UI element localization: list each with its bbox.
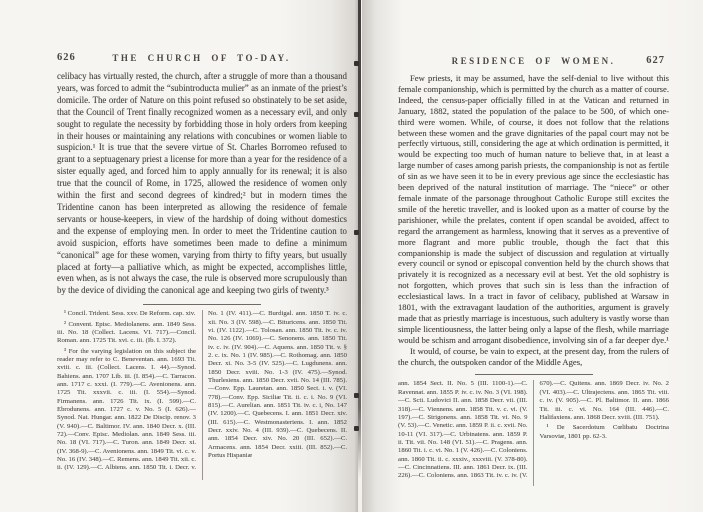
footnote: ² Convent. Episc. Mediolanens. ann. 1849 Sess. iii. No. 18 (Collect. Lacens. VI. 717).—Concil. Roman. ann. 1725 Tit. xvi. c. iii. (Ib. I. 372). — [57, 320, 196, 345]
footnote-rule — [143, 304, 261, 305]
binding-gutter — [358, 0, 361, 478]
body-paragraph: Few priests, it may be assumed, have the self-denial to live without this female companionship, which is permitted by the church as a matter of course. Indeed, the census-paper officially filled in at the Vatican and returned in January, 1882, stated the population of the palace to be 500, of which one-third were women. While, of course, it does not follow that the relations between these women and the grave dignitaries of the papal court may not be perfectly virtuous, still, considering the age at which ordination is permitted, it would be expecting too much of human nature to believe that, in at least a large number of cases among parish priests, the companionship is not as fertile of sin as we have seen it to be in every previous age since the ecclesiastic has been deprived of the natural institution of marriage. The “niece” or other female inmate of the parsonage throughout Catholic Europe still excites the smile of the heretic traveller, and is looked upon as a matter of course by the parishioner, while the prelates, content if open scandal be avoided, affect to regard the arrangement as harmless, knowing that it serves as a preventive of more flagrant and more public trouble, though the fact that this companionship is made the subject of discussion and regulation at virtually every council or synod or episcopal convention held by the church shows that privately it is recognized as a necessary evil at best. Yet the old sophistry is not forgotten, which proves that such sin is less than the infraction of ecclesiastical laws. In a tract in favor of celibacy, published at Warsaw in 1801, with the extravagant laudation of the authorities, argument is gravely made that as priestly marriage is incestuous, such adultery is vastly worse than simple licentiousness, the latter being only a lapse of the flesh, while marriage would be schism and arrogant disobedience, involving sin of a far deeper dye.¹ — [398, 73, 669, 345]
body-paragraph: It would, of course, be vain to expect, at the present day, from the rulers of the church, the outspoken candor of the Middle Ages, — [398, 345, 669, 367]
running-title-left: THE CHURCH OF TO-DAY. — [112, 53, 291, 63]
binding-stitch — [354, 230, 359, 235]
footnote: ¹ De Sacerdotum Cœlibatu Doctrina Varsoviæ, 1801 pp. 62-3. — [539, 424, 669, 440]
body-paragraph: celibacy has virtually rested, the church, after a struggle of more than a thousand years, was forced to admit the “subintroducta mulier” as an inmate of the priest’s domicile. The order of Nature on this point refused so obstinately to be set aside, that the Council of Trent finally recognized women as a necessary evil, and only sought to regulate the necessity by forbidding those in holy orders from keeping in their houses or maintaining any relations with concubines or women liable to suspicion.¹ It is true that the severe virtue of St. Charles Borromeo refused to grant to a septuagenary priest a license for more than a year for the residence of a sister equally aged, and forced him to apply annually for its renewal; it is also true that the council of Rome, in 1725, allowed the residence of women only within the first and second degrees of kindred;² but in modern times the Tridentine canon has been interpreted as allowing the residence of female servants or house-keepers, in view of the hardship of doing without domestics and the expense of employing men. In order to meet the Tridentine caution to avoid suspicion, efforts have sometimes been made to define a minimum “canonical” age for these women, varying from thirty to fifty years, but usually placed at forty—a palliative which, as might be expected, accomplishes little, even when, as is not always the case, the rule is observed more scrupulously than by the device of dividing the canonical age and keeping two girls of twenty.³ — [57, 71, 347, 296]
footnotes-left — [57, 310, 347, 480]
page-number-right: 627 — [646, 55, 665, 66]
footnotes-right — [398, 380, 669, 486]
footnote: ¹ Concil. Trident. Sess. xxv. De Reform. cap. xiv. — [64, 310, 196, 318]
running-title-right: RESIDENCE OF WOMEN. — [451, 56, 616, 66]
footnote: ³ For the varying legislation on this subject the reader may refer to C. Beneventan. ann. 1693 Tit. xviii. c. iii. (Collect. Lacens. I. 44).—Synod. Bahiens. ann. 1707 Lib. iii. (I. 854).—C. Tarracon. ann. 1717 c. xxxi. (I. 779).—C. Avenionens. ann. 1725 Tit. xxxvii. c. iii. (I. 554).—Synod. Firmanens. ann. 1726 Tit. ix. (I. 599).—C. Ebrodunens. ann. 1727 c. v. No. 5 (I. 626).—Synod. Nat. Hungar. ann. 1822 De Discip. renov. 3 (V. 940).—C. Baltimor. IV. ann. 1840 Decr. x. (III. 72).—Conv. Episc. Mediolan. ann. 1849 Sess. iii. No. 18 (VI. 717).—C. Turon. ann. 1849 Decr. xi. (IV. 368-9).—C. Avenionens. ann. 1849 Tit. vi. c. v. No. 16 (IV. 348).—C. Remens. ann. 1849 Tit. xii. c. ii. (IV. 129).—C. Albiens. ann. 1850 Tit. i. Decr. v. No. 1 (IV. 411).—C. Burdigal. ann. 1850 T. iv. c. xii. No. 3 (IV. 598).—C. Bituricens. ann. 1850 Tit. vi. (IV. 1122).—C. Tolosan. ann. 1850 Tit. iv. c. iv. No. 126 (IV. 1069).—C. Senonens. ann. 1850 Tit. iv. c. iv. (IV. 904).—C. Aquens. ann. 1850 Tit. v. § 2. c. ix. No. 1 (IV. 985).—C. Rothomag. ann. 1850 Decr. xi. No. 3-5 (IV. 525).—C. Lugdunens. ann. 1850 Decr. xviii. No. 1-3 (IV. 475).—Synod. Thurlesiens. ann. 1850 Decr. xvii. No. 14 (III. 785).—Conv. Epp. Lauretan. ann. 1850 Sect. i. v. (VI. 778).—Conv. Epp. Siciliæ Tit. ii. c. i. No. 9 (VI. 815).—C. Aurelian. ann. 1851 Tit. iv. c. i, No. 147 (IV. 1200).—C. Quebecens. I. ann. 1851 Decr. xiv. (III. 615).—C. Westmonasteriens. I. ann. 1852 Decr. xxiv. No. 4 (III. 939).—C. Quebecens. II. ann. 1854 Decr. xiv. No. 20 (III. 652).—C. Armacens. ann. 1854 Decr. xxiii. (III. 852).—C. Portus Hispaniæ — [57, 310, 347, 472]
binding-stitch — [354, 393, 359, 398]
footnote-continuation: ann. 1854 Sect. II. No. 5 (III. 1100-1).—C. Ravennat. ann. 1855 P. iv. c. iv. No. 3 (VI. 198).—C. Scti. Ludovici II. ann. 1858 Decr. vii. (III. 318).—C. Viennens. ann. 1858 Tit. v. c. vi. (V. 197).—C. Strigonens. ann. 1858 Tit. vi. No. 9 (V. 53).—C. Venetic. ann. 1859 P. ii. c. xvii. No. 10-11 (VI. 317).—C. Urbinatens. ann. 1859 P. ii. Tit. vii. No. 148 (VI. 51).—C. Pragens. ann. 1860 Tit. i. c. vi. No. 1 (V. 426).—C. Coloniens. ann. 1860 Tit. ii. c. xxxiv., xxxviii. (V. 378-80).—C. Cincinnatiens. III. ann. 1861 Decr. ix. (III. 226).—C. Coloniens. ann. 1863 Tit. iv. c. iv. (V. 670).—C. Quitens. ann. 1869 Decr. iv. No. 2 (VI. 403).—C. Ultrajectens. ann. 1865 Tit. viii. c. iv. (V. 905).—C. Pl. Baltimor. II. ann. 1866 Tit. iii. c. vi. No. 164 (III. 446).—C. Halifaxiens. ann. 1868 Decr. xviii. (III. 751). — [398, 380, 669, 480]
footnote-rule — [475, 374, 593, 375]
binding-stitch — [354, 61, 359, 66]
page-number-left: 626 — [57, 52, 76, 63]
binding-stitch — [354, 112, 359, 117]
text-block-right — [398, 73, 669, 486]
binding-stitch — [354, 426, 359, 431]
page-right — [362, 0, 703, 512]
text-block-left — [57, 71, 347, 480]
